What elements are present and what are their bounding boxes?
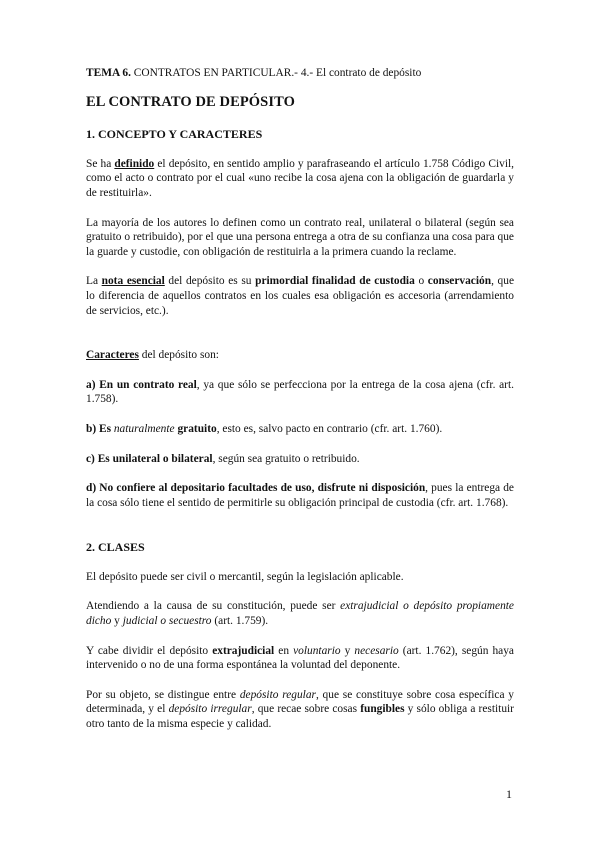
paragraph-objeto: Por su objeto, se distingue entre depósito regular, que se constituye sobre cosa específica y determinada, y el depósito irregular, que recae sobre cosas fungibles y sólo obliga a restituir otro tanto de la misma especie y calidad. xyxy=(86,688,514,731)
caracter-c: c) Es unilateral o bilateral, según sea gratuito o retribuido. xyxy=(86,452,360,465)
paragraph-civil-mercantil: El depósito puede ser civil o mercantil, según la legislación aplicable. xyxy=(86,570,404,583)
keyword-caracteres: Caracteres xyxy=(86,349,139,362)
paragraph-authors: La mayoría de los autores lo definen como un contrato real, unilateral o bilateral (según sea gratuito o retribuido), por el que una persona entrega a otra de su confianza una cosa para que la guarde y custodie, con obligación de restituirla a la primera cuando la reclame. xyxy=(86,216,514,258)
keyword-conservacion: conservación xyxy=(427,275,492,288)
header-subject: CONTRATOS EN PARTICULAR.- 4.- El contrato de depósito xyxy=(130,67,422,79)
section-2-heading: 2. CLASES xyxy=(86,540,145,555)
keyword-nota-esencial: nota esencial xyxy=(101,275,165,288)
paragraph-extrajudicial: Y cabe dividir el depósito extrajudicial en voluntario y necesario (art. 1.762), según haya intervenido o no de una forma espontánea la voluntad del deponente. xyxy=(86,644,514,672)
caracter-d: d) No confiere al depositario facultades de uso, disfrute ni disposición, pues la entrega de la cosa sólo tiene el sentido de permitirle su obligación principal de custodia (cfr. art. 1.768). xyxy=(86,482,514,509)
caracter-b: b) Es naturalmente gratuito, esto es, salvo pacto en contrario (cfr. art. 1.760). xyxy=(86,422,443,435)
keyword-custodia: primordial finalidad de custodia xyxy=(255,275,415,288)
page-number: 1 xyxy=(506,787,512,801)
section-1-heading: 1. CONCEPTO Y CARACTERES xyxy=(86,127,263,142)
caracteres-intro: Caracteres del depósito son: xyxy=(86,349,219,362)
paragraph-nota-esencial: La nota esencial del depósito es su primordial finalidad de custodia o conservación, que lo diferencia de aquellos contratos en los cuales esa obligación es accesoria (arrendamiento de servicios, etc.). xyxy=(86,275,514,317)
paragraph-causa: Atendiendo a la causa de su constitución, puede ser extrajudicial o depósito propiamente dicho y judicial o secuestro (art. 1.759). xyxy=(86,600,514,628)
spacer xyxy=(86,525,514,540)
paragraph-definition: Se ha definido el depósito, en sentido amplio y parafraseando el artículo 1.758 Código Civil, como el acto o contrato por el cual «uno recibe la cosa ajena con la obligación de guardarla y de restituirla». xyxy=(86,157,514,199)
tema-label: TEMA 6. xyxy=(86,67,131,79)
spacer xyxy=(86,333,514,348)
caracter-a: a) En un contrato real, ya que sólo se perfecciona por la entrega de la cosa ajena (cfr. art. 1.758). xyxy=(86,378,514,406)
page-title: EL CONTRATO DE DEPÓSITO xyxy=(86,93,295,110)
document-page xyxy=(86,66,514,747)
document-header xyxy=(86,66,514,81)
keyword-definido: definido xyxy=(114,157,155,170)
